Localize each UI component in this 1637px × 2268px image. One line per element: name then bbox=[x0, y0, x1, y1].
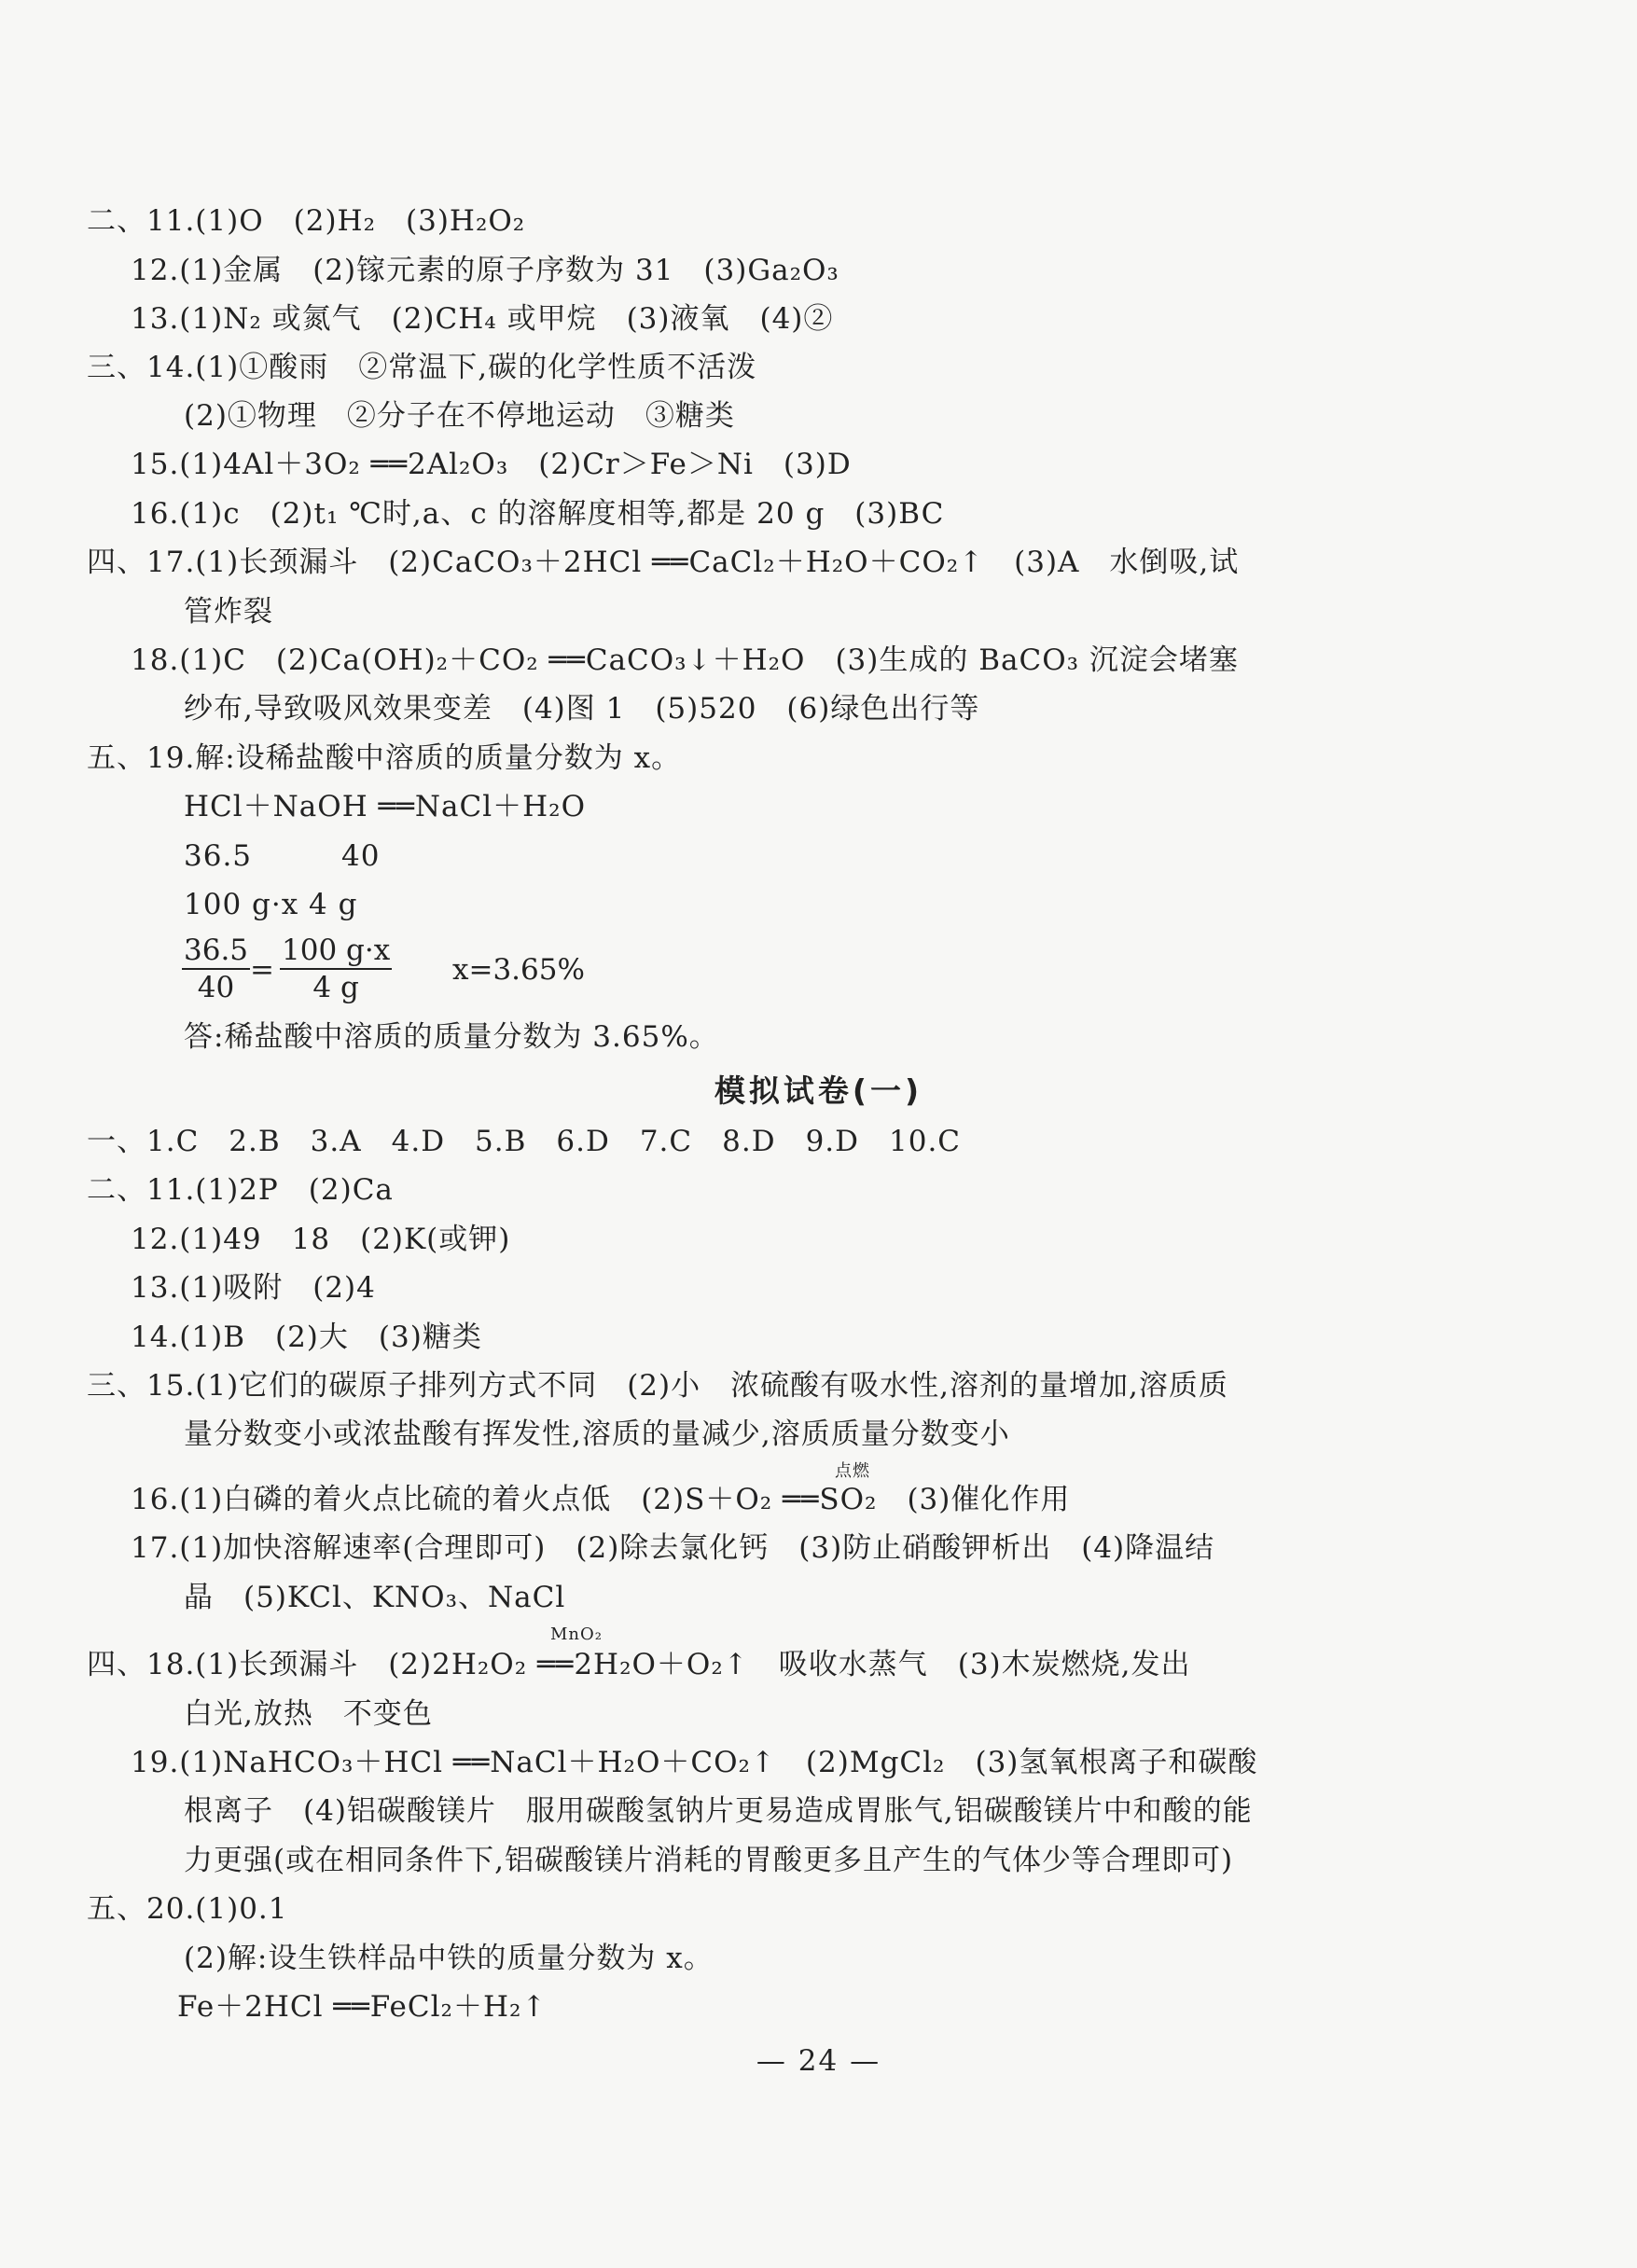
answer-line: 纱布,导致吸风效果变差 (4)图 1 (5)520 (6)绿色出行等 bbox=[184, 692, 980, 726]
fraction-right-denominator: 4 g bbox=[312, 971, 359, 1004]
answer-line: 16.(1)c (2)t₁ ℃时,a、c 的溶解度相等,都是 20 g (3)BC bbox=[131, 497, 945, 531]
answer-line: (2)①物理 ②分子在不停地运动 ③糖类 bbox=[184, 399, 735, 433]
answer-line: 二、11.(1)2P (2)Ca bbox=[87, 1173, 394, 1207]
page-number: — 24 — bbox=[756, 2044, 881, 2078]
fraction-right-numerator: 100 g·x bbox=[280, 933, 392, 970]
answer-line: 根离子 (4)铝碳酸镁片 服用碳酸氢钠片更易造成胃胀气,铝碳酸镁片中和酸的能 bbox=[184, 1794, 1253, 1828]
fraction-left-numerator: 36.5 bbox=[182, 933, 250, 970]
equation-line: HCl＋NaOH ══NaCl＋H₂O bbox=[184, 790, 587, 823]
fraction-left-denominator: 40 bbox=[197, 971, 235, 1004]
answer-line: 一、1.C 2.B 3.A 4.D 5.B 6.D 7.C 8.D 9.D 10.C bbox=[87, 1125, 962, 1158]
answer-line: 二、11.(1)O (2)H₂ (3)H₂O₂ bbox=[87, 204, 526, 238]
answer-line: 15.(1)4Al＋3O₂ ══2Al₂O₃ (2)Cr＞Fe＞Ni (3)D bbox=[131, 448, 852, 481]
fraction-equals: = bbox=[250, 953, 274, 987]
answer-line: 五、19.解:设稀盐酸中溶质的质量分数为 x。 bbox=[87, 741, 682, 775]
fraction-result: x=3.65% bbox=[452, 953, 585, 987]
fraction-left bbox=[182, 933, 250, 1005]
answer-line: 四、17.(1)长颈漏斗 (2)CaCO₃＋2HCl ══CaCl₂＋H₂O＋CO₂↑ (3)A 水倒吸,试 bbox=[87, 546, 1240, 579]
fraction-right bbox=[280, 933, 392, 1005]
equation-line: Fe＋2HCl ══FeCl₂＋H₂↑ bbox=[177, 1990, 548, 2024]
reaction-condition-ignite: 点燃 bbox=[835, 1461, 870, 1481]
answer-line: 17.(1)加快溶解速率(合理即可) (2)除去氯化钙 (3)防止硝酸钾析出 (4)降温结 bbox=[131, 1531, 1215, 1565]
answer-line: 白光,放热 不变色 bbox=[184, 1697, 433, 1731]
answer-line: 12.(1)49 18 (2)K(或钾) bbox=[131, 1223, 511, 1256]
equation-line: 36.5 40 bbox=[184, 839, 381, 873]
equation-line: 100 g·x 4 g bbox=[184, 888, 358, 921]
answer-line: (2)解:设生铁样品中铁的质量分数为 x。 bbox=[184, 1942, 714, 1975]
section-title: 模拟试卷(一) bbox=[714, 1072, 923, 1109]
answer-line: 三、15.(1)它们的碳原子排列方式不同 (2)小 浓硫酸有吸水性,溶剂的量增加,溶质质 bbox=[87, 1369, 1228, 1403]
answer-line: 13.(1)N₂ 或氮气 (2)CH₄ 或甲烷 (3)液氧 (4)② bbox=[131, 302, 834, 336]
answer-line: 19.(1)NaHCO₃＋HCl ══NaCl＋H₂O＋CO₂↑ (2)MgCl₂ (3)氢氧根离子和碳酸 bbox=[131, 1746, 1258, 1779]
answer-line: 答:稀盐酸中溶质的质量分数为 3.65%。 bbox=[184, 1020, 719, 1054]
answer-line: 18.(1)C (2)Ca(OH)₂＋CO₂ ══CaCO₃↓＋H₂O (3)生成的 BaCO₃ 沉淀会堵塞 bbox=[131, 643, 1239, 677]
answer-line: 16.(1)白磷的着火点比硫的着火点低 (2)S＋O₂ ══SO₂ (3)催化作用 bbox=[131, 1483, 1071, 1516]
answer-line: 晶 (5)KCl、KNO₃、NaCl bbox=[184, 1581, 566, 1614]
reaction-condition-catalyst: MnO₂ bbox=[550, 1625, 603, 1644]
answer-line: 12.(1)金属 (2)镓元素的原子序数为 31 (3)Ga₂O₃ bbox=[131, 254, 839, 287]
answer-line: 管炸裂 bbox=[184, 595, 273, 629]
answer-line: 三、14.(1)①酸雨 ②常温下,碳的化学性质不活泼 bbox=[87, 351, 757, 384]
answer-line: 14.(1)B (2)大 (3)糖类 bbox=[131, 1321, 482, 1354]
answer-line: 四、18.(1)长颈漏斗 (2)2H₂O₂ ══2H₂O＋O₂↑ 吸收水蒸气 (3)木炭燃烧,发出 bbox=[87, 1648, 1191, 1681]
answer-line: 量分数变小或浓盐酸有挥发性,溶质的量减少,溶质质量分数变小 bbox=[184, 1418, 1010, 1451]
answer-line: 力更强(或在相同条件下,铝碳酸镁片消耗的胃酸更多且产生的气体少等合理即可) bbox=[184, 1844, 1234, 1877]
answer-line: 13.(1)吸附 (2)4 bbox=[131, 1271, 376, 1305]
answer-line: 五、20.(1)0.1 bbox=[87, 1892, 288, 1926]
